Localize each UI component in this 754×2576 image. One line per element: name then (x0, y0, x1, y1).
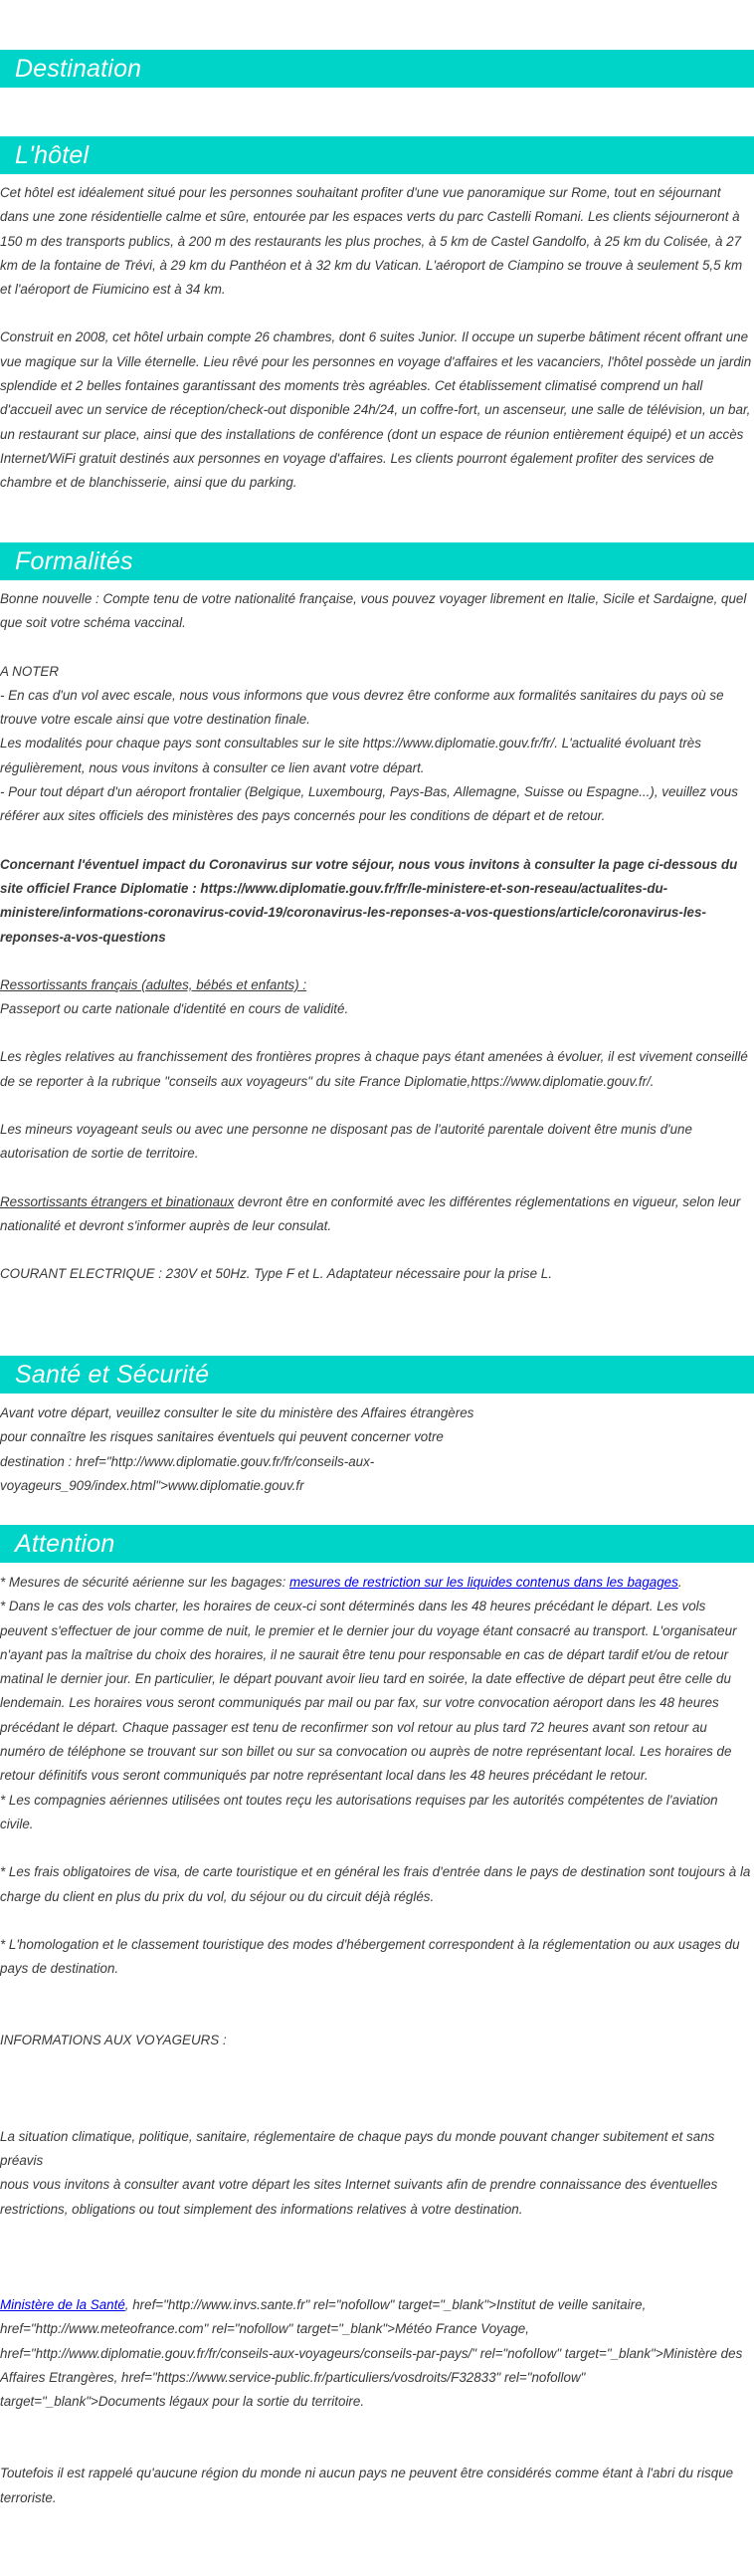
mineurs-text: Les mineurs voyageant seuls ou avec une personne ne disposant pas de l'autorité parentale doivent être munis d'une autorisation de sortie de territoire. (0, 1122, 692, 1162)
section-header-sante (0, 1356, 754, 1394)
a-noter-escale: - En cas d'un vol avec escale, nous vous informons que vous devrez être conforme aux formalités sanitaires du pays où se trouve votre escale ainsi que votre destination finale. (0, 687, 724, 728)
formalites-content (0, 587, 753, 1287)
ressortissants-etrangers-text: devront être en conformité avec les différentes réglementations en vigueur, selon leur nationalité et devront s'informer auprès de leur consulat. (0, 1193, 741, 1233)
section-title: Destination (15, 55, 142, 83)
liens-officiels-text: , href="http://www.invs.sante.fr" rel="nofollow" target="_blank">Institut de veille sanitaire, href="http://www.meteofrance.com" rel="nofollow" target="_blank">Météo France Voyage, href="http://www.diplomatie.gouv.fr/fr/conseils-aux-voyageurs/conseils-par-pays/" rel="nofollow" target="_blank">Ministère des Affaires Etrangères, href="https://www.service-public.fr/particuliers/vosdroits/F32833" rel="nofollow" target="_blank">Documents légaux pour la sortie du territoire. (0, 2296, 743, 2410)
section-header-hotel (0, 136, 754, 174)
ressortissants-etrangers-title: Ressortissants étrangers et binationaux (0, 1193, 235, 1209)
liens-officiels-paragraph (0, 2293, 753, 2414)
section-title: Attention (15, 1530, 115, 1558)
ressortissants-etrangers-paragraph (0, 1190, 753, 1239)
terrorisme-text: Toutefois il est rappelé qu'aucune région du monde ni aucun pays ne peuvent être considérés comme étant à l'abri du risque terroriste. (0, 2466, 734, 2505)
attention-content (0, 1571, 753, 2510)
a-noter-title: A NOTER (0, 663, 60, 679)
vols-charter-text: * Dans le cas des vols charter, les horaires de ceux-ci sont déterminés dans les 48 heures précédant le départ. Les vols peuvent s'effectuer de jour comme de nuit, le premier et le dernier jour du voyage étant consacré au transport. L'organisateur n'ayant pas la maîtrise du choix des horaires, il ne saurait être tenu pour responsable en cas de départ tardif et/ou de retour matinal le dernier jour. En particulier, le départ pouvant avoir lieu tard en soirée, la date effective de départ peut être celle du lendemain. Les horaires vous seront communiqués par mail ou par fax, sur votre convocation aéroport dans les 48 heures précédant le départ. Chaque passager est tenu de reconfirmer son vol retour au plus tard 72 heures avant son retour au numéro de téléphone se trouvant sur son billet ou sur sa convocation ou auprès de notre représentant local. Les horaires de retour définitifs vous seront communiqués par notre représentant local dans les 48 heures précédant le retour. (0, 1599, 737, 1784)
mesures-securite-paragraph (0, 1571, 753, 1595)
courant-electrique-text: COURANT ELECTRIQUE : 230V et 50Hz. Type F et L. Adaptateur nécessaire pour la prise L. (0, 1266, 552, 1282)
hotel-location-paragraph: Cet hôtel est idéalement situé pour les personnes souhaitant profiter d'une vue panoramique sur Rome, tout en séjournant dans une zone résidentielle calme et sûre, entourée par les espaces verts du parc Castelli Romani. Les clients séjourneront à 150 m des transports publics, à 200 m des restaurants les plus proches, à 5 km de Castel Gandolfo, à 25 km du Colisée, à 27 km de la fontaine de Trévi, à 29 km du Panthéon et à 32 km du Vatican. L'aéroport de Ciampino se trouve à seulement 5,5 km et l'aéroport de Fiumicino est à 34 km. (0, 185, 743, 298)
ressortissants-francais-title: Ressortissants français (adultes, bébés et enfants) : (0, 976, 307, 992)
coronavirus-notice: Concernant l'éventuel impact du Coronavirus sur votre séjour, nous vous invitons à consulter la page ci-dessous du site officiel France Diplomatie : https://www.diplomatie.gouv.fr/fr/le-ministere-et-son-reseau/actualites-du-ministere/informations-coronavirus-covid-19/coronavirus-les-reponses-a-vos-questions/article/coronavirus-les-reponses-a-vos-questions (0, 856, 738, 945)
hotel-description (0, 181, 753, 496)
situation-text-1: La situation climatique, politique, sanitaire, réglementaire de chaque pays du monde pouvant changer subitement et sans préavis (0, 2128, 715, 2169)
frais-text: * Les frais obligatoires de visa, de carte touristique et en général les frais d'entrée dans le pays de destination sont toujours à la charge du client en plus du prix du vol, du séjour ou du circuit déjà réglés. (0, 1864, 751, 1904)
a-noter-modalites: Les modalités pour chaque pays sont consultables sur le site https://www.diplomatie.gouv.fr/fr/. L'actualité évoluant très régulièrement, nous vous invitons à consulter ce lien avant votre départ. (0, 736, 701, 775)
ressortissants-francais-text: Passeport ou carte nationale d'identité en cours de validité. (0, 1001, 349, 1017)
ministere-sante-link[interactable]: Ministère de la Santé (0, 2296, 125, 2312)
informations-voyageurs-title: INFORMATIONS AUX VOYAGEURS : (0, 2033, 227, 2048)
section-title: Formalités (15, 547, 133, 575)
section-title: Santé et Sécurité (15, 1361, 210, 1389)
compagnies-text: * Les compagnies aériennes utilisées ont toutes reçu les autorisations requises par les autorités compétentes de l'aviation civile. (0, 1792, 718, 1831)
liquides-restriction-link[interactable]: mesures de restriction sur les liquides contenus dans les bagages (289, 1575, 678, 1590)
hotel-facilities-paragraph: Construit en 2008, cet hôtel urbain compte 26 chambres, dont 6 suites Junior. Il occupe un superbe bâtiment récent offrant une vue magique sur la Ville éternelle. Lieu rêvé pour les personnes en voyage d'affaires et les vacanciers, l'hôtel possède un jardin splendide et 2 belles fontaines garantissant des moments très agréables. Cet établissement climatisé comprend un hall d'accueil avec un service de réception/check-out disponible 24h/24, un coffre-fort, un ascenseur, une salle de télévision, un bar, un restaurant sur place, ainsi que des installations de conférence (dont un espace de réunion entièrement équipé) et un accès Internet/WiFi gratuit destinés aux personnes en voyage d'affaires. Les clients pourront également profiter des services de chambre et de blanchisserie, ainsi que du parking. (0, 329, 752, 491)
mesures-suffix: . (677, 1575, 682, 1590)
section-title: L'hôtel (15, 141, 90, 169)
sante-content (0, 1401, 753, 1498)
bonne-nouvelle-text: Bonne nouvelle : Compte tenu de votre nationalité française, vous pouvez voyager librement en Italie, Sicile et Sardaigne, quel que soit votre schéma vaccinal. (0, 591, 747, 631)
mesures-prefix: * Mesures de sécurité aérienne sur les bagages: (0, 1575, 290, 1590)
sante-text: Avant votre départ, veuillez consulter le site du ministère des Affaires étrangères pour connaître les risques sanitaires éventuels qui peuvent concerner votre destination : href="http://www.diplomatie.gouv.fr/fr/conseils-aux-voyageurs_909/index.html">www.diplomatie.gouv.fr (0, 1405, 474, 1493)
a-noter-frontalier: - Pour tout départ d'un aéroport frontalier (Belgique, Luxembourg, Pays-Bas, Allemagne, Suisse ou Espagne...), veuillez vous référer aux sites officiels des ministères des pays concernés pour les conditions de départ et de retour. (0, 784, 738, 824)
situation-text-2: nous vous invitons à consulter avant votre départ les sites Internet suivants afin de prendre connaissance des éventuelles restrictions, obligations ou tout simplement des informations relatives à votre destination. (0, 2177, 718, 2217)
homologation-text: * L'homologation et le classement touristique des modes d'hébergement correspondent à la réglementation ou aux usages du pays de destination. (0, 1936, 740, 1977)
frontieres-text: Les règles relatives au franchissement des frontières propres à chaque pays étant amenées à évoluer, il est vivement conseillé de se reporter à la rubrique "conseils aux voyageurs" du site France Diplomatie,https://www.diplomatie.gouv.fr/. (0, 1049, 748, 1089)
section-header-formalites (0, 542, 754, 580)
section-header-attention (0, 1525, 754, 1563)
section-header-destination (0, 50, 754, 88)
